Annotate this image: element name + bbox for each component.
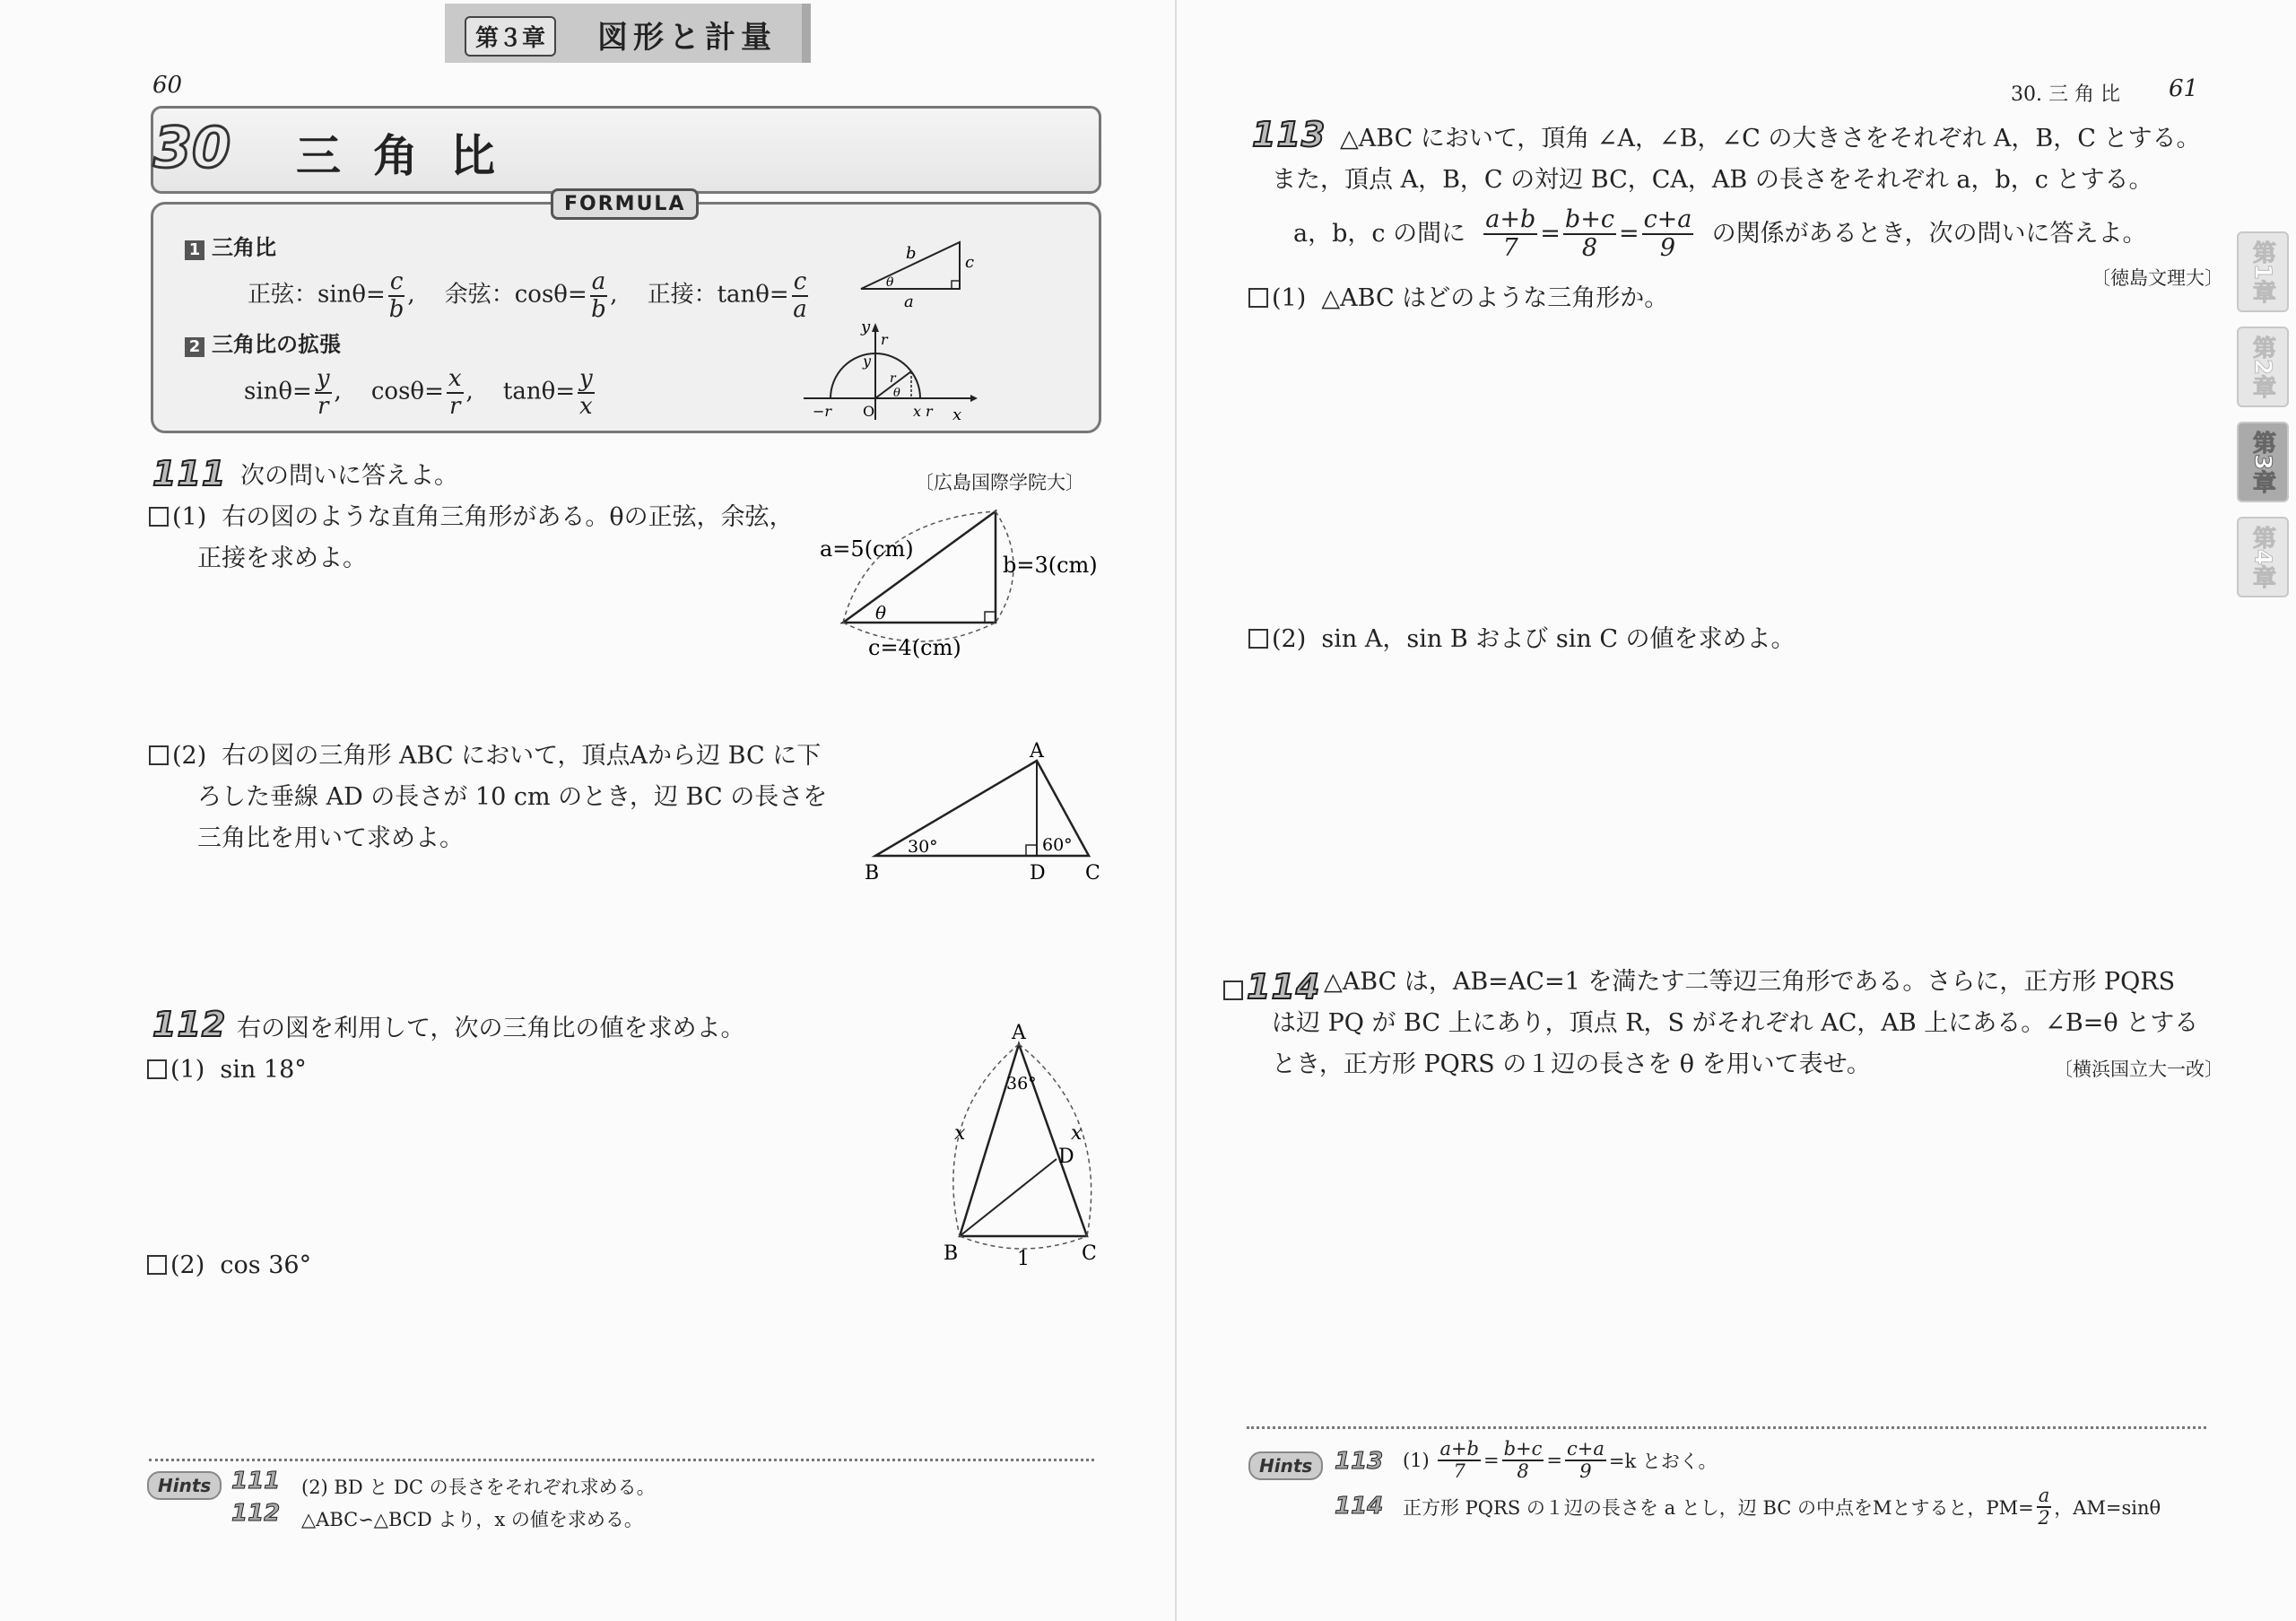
hint-113-suffix: =k とおく。 xyxy=(1608,1451,1718,1473)
formula-label: FORMULA xyxy=(551,188,699,220)
problem-114-number: 114 xyxy=(1247,967,1321,1007)
problem-111-q1 xyxy=(149,497,794,538)
x-value-label: x xyxy=(913,403,922,420)
p112-label-one: 1 xyxy=(1017,1248,1030,1270)
cond-f3-numerator: c+a xyxy=(1643,205,1692,233)
p112-label-x-left: x xyxy=(954,1122,966,1145)
hint-113-prefix: (1) xyxy=(1403,1450,1430,1472)
problem-113-line2: また，頂点 A，B，C の対辺 BC，CA，AB の長さをそれぞれ a，b，c とする。 xyxy=(1272,166,2153,194)
problem-112-q1-text: sin 18° xyxy=(220,1056,307,1084)
x-axis-label: x xyxy=(952,405,962,424)
problem-113-number: 113 xyxy=(1252,115,1326,154)
tangent-label: 正接：tanθ= xyxy=(647,281,789,309)
hint-114-denominator: 2 xyxy=(2038,1507,2050,1529)
cond-fraction-3 xyxy=(1642,206,1694,261)
hint-113-f2-numerator: b+c xyxy=(1502,1439,1544,1461)
formula-heading-1-number: 1 xyxy=(185,240,204,260)
checkbox-111-2[interactable] xyxy=(149,745,169,765)
formula-right-angle-mark xyxy=(952,281,960,289)
formula-unit-circle-figure xyxy=(800,319,979,425)
section-number: 30 xyxy=(152,114,231,180)
problem-114-source: 〔横浜国立大一改〕 xyxy=(2054,1059,2223,1080)
cosine-denominator: b xyxy=(591,295,606,323)
problem-113-q2 xyxy=(1248,619,1796,660)
problem-113-q1-text: △ABC はどのような三角形か。 xyxy=(1321,284,1669,312)
tangent-numerator: c xyxy=(793,268,807,295)
checkbox-111-1[interactable] xyxy=(149,507,169,527)
problem-113-q1 xyxy=(1248,278,1668,319)
page-number-right: 61 xyxy=(2169,75,2199,102)
cond-fraction-2 xyxy=(1563,206,1616,261)
ext-tangent-fraction xyxy=(578,366,595,419)
p111-label-D: D xyxy=(1030,862,1046,885)
problem-114-line1: △ABC は，AB=AC=1 を満たす二等辺三角形である。さらに，正方形 PQRS xyxy=(1324,968,2176,996)
radius-label: r xyxy=(890,371,896,386)
hint-114-suffix: ，AM=sinθ xyxy=(2054,1497,2161,1520)
hint-112-number: 112 xyxy=(231,1500,281,1527)
formula-heading-2 xyxy=(185,327,341,358)
problem-111-q1-line1: 右の図のような直角三角形がある。θの正弦，余弦， xyxy=(222,503,794,531)
problem-111-source: 〔広島国際学院大〕 xyxy=(915,472,1084,493)
problem-112-number: 112 xyxy=(152,1005,227,1044)
hint-113-fraction-2 xyxy=(1502,1439,1544,1482)
problem-112-isosceles-figure xyxy=(933,1017,1130,1277)
p112-label-A: A xyxy=(1012,1022,1026,1044)
y-axis-label: y xyxy=(861,319,871,336)
problem-114-line2: は辺 PQ が BC 上にあり，頂点 R，S がそれぞれ AC，AB 上にある。∠B=θ とする xyxy=(1272,1009,2199,1037)
p111-label-b: b=3(cm) xyxy=(1003,553,1098,578)
hint-114-body: 正方形 PQRS の１辺の長さを a とし，辺 BC の中点をMとすると，PM= xyxy=(1403,1497,2034,1520)
ext-sine-numerator: y xyxy=(316,365,330,392)
running-header-right: 30. 三 角 比 xyxy=(2011,83,2120,106)
origin-label: O xyxy=(863,403,875,420)
problem-111-triangle-figure xyxy=(816,502,1103,664)
formula-fig-theta: θ xyxy=(886,275,894,290)
p112-label-x-right: x xyxy=(1071,1122,1083,1145)
problem-113-cond-prefix: a，b，c の間に xyxy=(1293,219,1466,248)
problem-114-line3: とき，正方形 PQRS の１辺の長さを θ を用いて表せ。 xyxy=(1272,1050,1871,1078)
formula-fig-c: c xyxy=(965,253,975,272)
radius-top-label: r xyxy=(881,331,888,348)
y-value-label: y xyxy=(863,353,872,370)
formula-fig-b: b xyxy=(906,244,917,263)
sine-label: 正弦：sinθ= xyxy=(248,281,386,309)
hint-111-text: (2) BD と DC の長さをそれぞれ求める。 xyxy=(301,1477,656,1498)
p111-angle-B: 30° xyxy=(908,837,938,857)
hints-divider-right xyxy=(1247,1426,2206,1429)
ext-cosine-denominator: r xyxy=(448,392,461,420)
p111-label-C: C xyxy=(1085,862,1100,885)
hint-113-f3-denominator: 9 xyxy=(1579,1460,1592,1483)
hint-113-text: (1) $\frac{a+b}{7}$ = $\frac{b+c}{8}$ = $\frac{c+a}{9}$ =k とおく。 xyxy=(1403,1438,1718,1483)
cosine-numerator: a xyxy=(591,268,606,295)
hint-114-text xyxy=(1403,1486,2161,1529)
formula-heading-2-text: 三角比の拡張 xyxy=(212,332,341,357)
sine-denominator: b xyxy=(388,295,404,323)
problem-113-cond-suffix: の関係があるとき，次の問いに答えよ。 xyxy=(1711,219,2147,248)
problem-111-triangle-abc-figure xyxy=(857,741,1109,885)
hint-114-number: 114 xyxy=(1335,1493,1384,1520)
p112-bisector-bd xyxy=(960,1159,1057,1236)
chapter-tab-4[interactable]: 第4章 xyxy=(2237,517,2289,597)
p111-label-a: a=5(cm) xyxy=(820,536,914,562)
problem-113-q2-label: (2) xyxy=(1272,625,1307,653)
p111-label-theta: θ xyxy=(875,602,887,623)
chapter-tab-1[interactable]: 第1章 xyxy=(2237,231,2289,312)
trig-ratio-formulas: 正弦：sinθ= $\frac{c}{b}$ , 余弦：cosθ= $\frac{a}{b}$ , 正接：tanθ= $\frac{c}{a}$ xyxy=(248,268,807,323)
p111-right-angle-mark xyxy=(985,612,996,623)
chapter-tab-3[interactable]: 第3章 xyxy=(2237,422,2289,502)
section-title: 三角比 xyxy=(296,130,527,182)
ext-tangent-label: tanθ= xyxy=(502,378,576,405)
p111-label-c: c=4(cm) xyxy=(868,635,961,660)
problem-112-q2-text: cos 36° xyxy=(220,1251,312,1279)
hint-113-f3-numerator: c+a xyxy=(1565,1439,1606,1461)
chapter-header xyxy=(445,4,811,63)
checkbox-114[interactable] xyxy=(1223,980,1243,1000)
problem-113-q1-label: (1) xyxy=(1272,284,1307,312)
ext-tangent-denominator: x xyxy=(579,392,593,420)
checkbox-113-2[interactable] xyxy=(1248,629,1268,649)
problem-112-q2-label: (2) xyxy=(170,1251,205,1279)
hints-badge-left: Hints xyxy=(147,1471,222,1500)
formula-fig-a: a xyxy=(904,292,914,310)
hint-113-f1-denominator: 7 xyxy=(1453,1460,1465,1483)
extended-trig-formulas: sinθ= $\frac{y}{r}$ , cosθ= $\frac{x}{r}$ , tanθ= $\frac{y}{x}$ xyxy=(244,365,593,420)
cond-f3-denominator: 9 xyxy=(1659,233,1676,262)
problem-111-q2-line3: 三角比を用いて求めよ。 xyxy=(197,824,464,852)
page-number-left: 60 xyxy=(152,72,183,99)
problem-113-q2-text: sin A，sin B および sin C の値を求めよ。 xyxy=(1321,625,1796,653)
section-title-box xyxy=(151,106,1101,194)
problem-113-line1: △ABC において，頂角 ∠A，∠B，∠C の大きさをそれぞれ A，B，C とする。 xyxy=(1340,125,2201,153)
problem-111-q2 xyxy=(149,736,821,777)
ext-cosine-fraction xyxy=(447,366,464,419)
p111-triangle-shape xyxy=(843,511,996,623)
problem-111-number: 111 xyxy=(152,454,227,493)
chapter-title: 図形と計量 xyxy=(597,20,777,56)
p112-label-C: C xyxy=(1082,1242,1097,1265)
p111-label-B: B xyxy=(865,862,880,885)
cosine-label: 余弦：cosθ= xyxy=(444,281,587,309)
problem-111-q1-label: (1) xyxy=(172,503,207,531)
theta-label: θ xyxy=(893,387,900,400)
cosine-fraction xyxy=(590,269,608,322)
problem-114-header xyxy=(1223,967,1320,1007)
p112-label-B: B xyxy=(944,1242,959,1265)
p112-label-D: D xyxy=(1058,1146,1074,1168)
checkbox-113-1[interactable] xyxy=(1248,288,1268,308)
formula-heading-1 xyxy=(185,230,276,261)
cond-f1-denominator: 7 xyxy=(1502,233,1518,262)
problem-111-q2-label: (2) xyxy=(172,742,207,770)
hint-113-number: 113 xyxy=(1335,1448,1384,1475)
ext-sine-denominator: r xyxy=(317,392,329,420)
problem-111-q2-line2: ろした垂線 AD の長さが 10 cm のとき，辺 BC の長さを xyxy=(197,783,828,811)
neg-r-label: −r xyxy=(813,403,832,420)
hint-111-number: 111 xyxy=(231,1468,281,1495)
chapter-tab-2[interactable]: 第2章 xyxy=(2237,327,2289,407)
hint-113-f2-denominator: 8 xyxy=(1517,1460,1529,1483)
tangent-fraction xyxy=(792,269,809,322)
ext-sine-fraction xyxy=(315,366,332,419)
ext-tangent-numerator: y xyxy=(579,365,593,392)
y-axis-arrow xyxy=(872,323,879,332)
hints-divider-left xyxy=(149,1459,1094,1461)
p111-angle-C: 60° xyxy=(1042,835,1073,855)
right-page xyxy=(1175,0,2296,1621)
p112-angle-A: 36° xyxy=(1006,1074,1037,1094)
ext-cosine-label: cosθ= xyxy=(370,378,444,405)
formula-right-triangle-figure xyxy=(852,235,987,310)
hint-113-f1-numerator: a+b xyxy=(1438,1439,1481,1461)
cond-fraction-1 xyxy=(1483,206,1537,261)
problem-111-text: 次の問いに答えよ。 xyxy=(240,462,458,490)
problem-111-q1-line2: 正接を求めよ。 xyxy=(197,545,367,572)
chapter-badge: 第３章 xyxy=(465,16,556,57)
problem-112-q2 xyxy=(147,1245,311,1286)
problem-111-q2-line1: 右の図の三角形 ABC において，頂点Aから辺 BC に下 xyxy=(222,742,822,770)
hints-badge-right: Hints xyxy=(1248,1451,1323,1480)
hint-113-fraction-1 xyxy=(1438,1439,1481,1482)
cond-f1-numerator: a+b xyxy=(1485,205,1536,233)
tangent-denominator: a xyxy=(793,295,807,323)
sine-numerator: c xyxy=(389,268,404,295)
p111-label-A: A xyxy=(1030,741,1044,763)
p112-arc-bottom xyxy=(960,1236,1087,1249)
checkbox-112-2[interactable] xyxy=(147,1255,167,1275)
problem-113-source: 〔徳島文理大〕 xyxy=(2092,267,2223,289)
problem-112-q1 xyxy=(147,1050,307,1091)
cond-f2-denominator: 8 xyxy=(1581,233,1598,262)
problem-112-text: 右の図を利用して，次の三角比の値を求めよ。 xyxy=(237,1015,745,1042)
hint-114-fraction xyxy=(2037,1486,2052,1529)
ext-cosine-numerator: x xyxy=(448,365,462,392)
problem-112-q1-label: (1) xyxy=(170,1056,205,1084)
hint-113-fraction-3 xyxy=(1565,1439,1606,1482)
problem-113-condition: a，b，c の間に $\frac{a+b}{7}$ = $\frac{b+c}{8}$ = $\frac{c+a}{9}$ の関係があるとき，次の問いに答えよ。 xyxy=(1293,205,2147,262)
formula-heading-1-text: 三角比 xyxy=(212,235,276,260)
hint-112-text: △ABC∽△BCD より，x の値を求める。 xyxy=(301,1509,643,1530)
p111-abc-right-angle-mark xyxy=(1026,845,1037,856)
checkbox-112-1[interactable] xyxy=(147,1059,167,1079)
r-axis-label: r xyxy=(926,403,933,420)
cond-f2-numerator: b+c xyxy=(1564,205,1614,233)
sine-fraction xyxy=(388,269,405,322)
ext-sine-label: sinθ= xyxy=(244,378,312,405)
formula-heading-2-number: 2 xyxy=(185,337,204,357)
x-axis-arrow xyxy=(970,395,978,402)
hint-114-numerator: a xyxy=(2037,1486,2052,1508)
